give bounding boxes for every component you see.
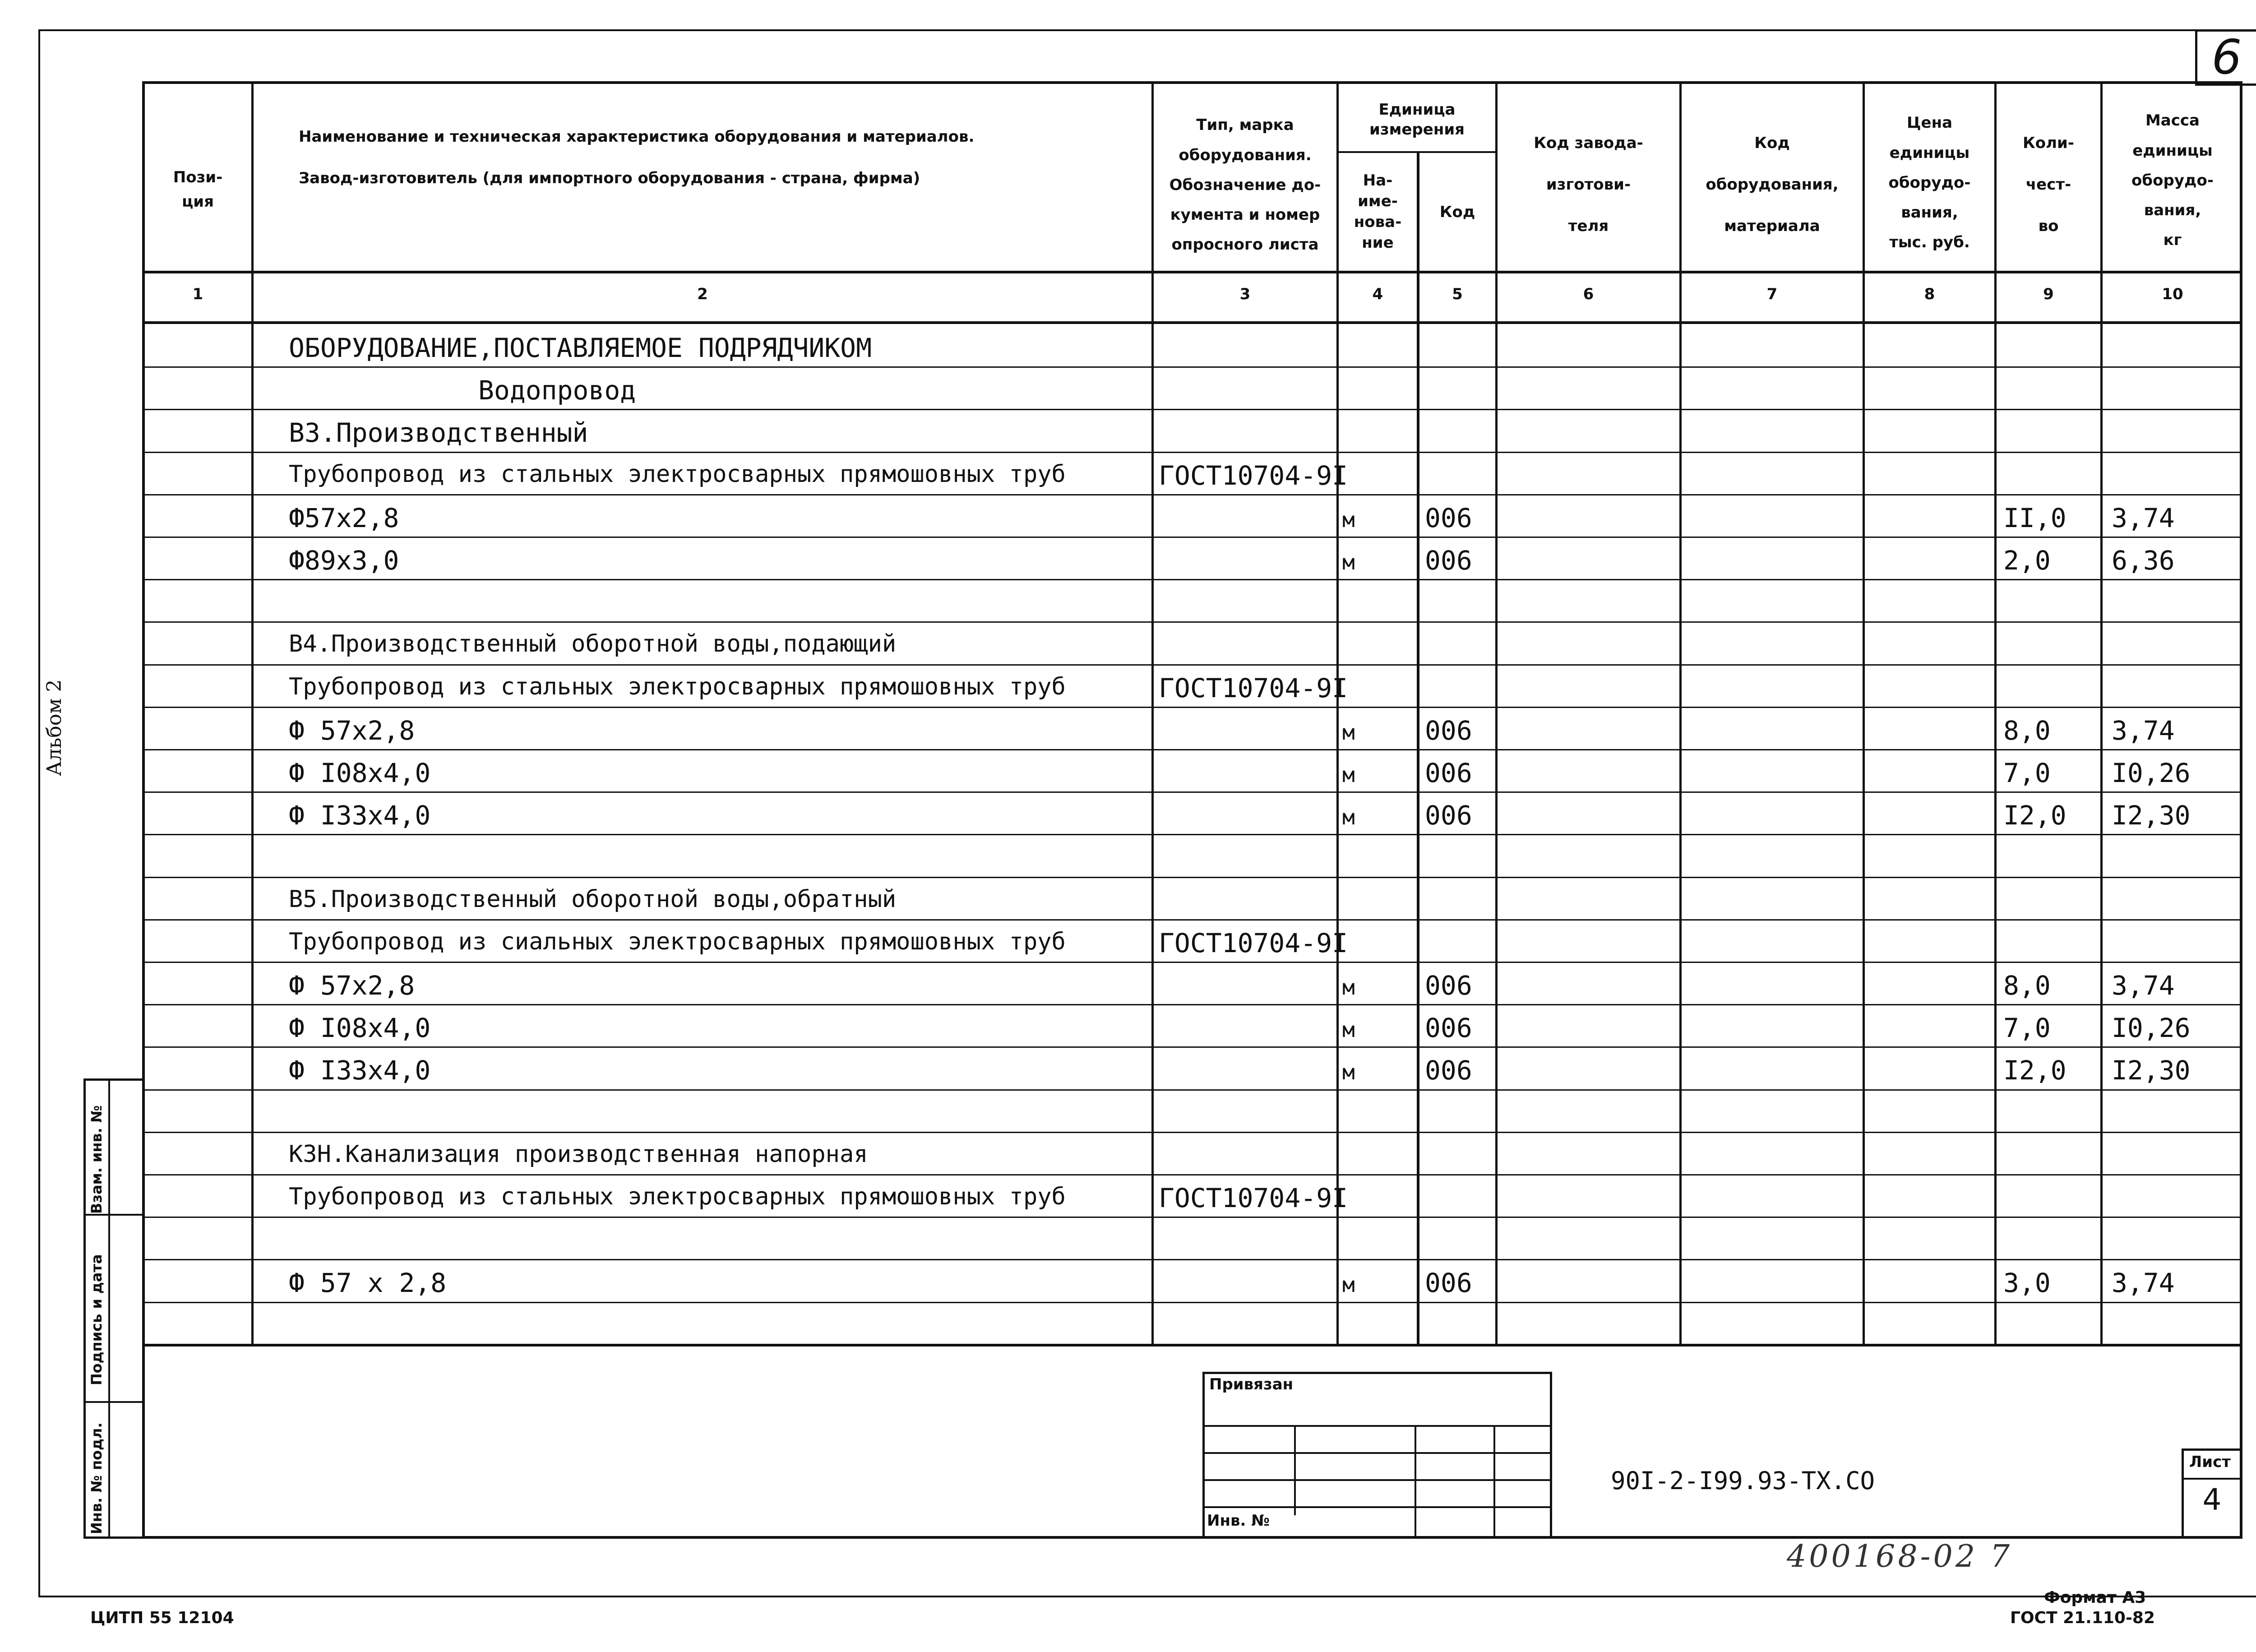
cell-name: Ф 57 х 2,8 [289,1268,447,1298]
cell-mass: I0,26 [2112,758,2191,788]
cell-doc: ГОСТ10704-9I [1159,928,1348,958]
stamp-sheet-label: Лист [2189,1453,2231,1471]
col-line-6 [1679,81,1682,1345]
cell-unit: м [1342,508,1355,532]
cell-code: 006 [1425,715,1472,746]
col-num-6: 6 [1583,285,1594,303]
cell-name: Ф89х3,0 [289,545,399,576]
row-line [142,579,2242,580]
col-line-3 [1336,81,1339,1345]
cell-code: 006 [1425,758,1472,788]
row-line [142,1004,2242,1005]
numbers-bottom-line [142,321,2242,324]
header-price: Цена единицы оборудо- вания, тыс. руб. [1888,114,1971,252]
cell-name: В4.Производственный оборотной воды,подающий [289,630,897,657]
row-line [142,1217,2242,1218]
side-sign-date: Подпись и дата [88,1254,105,1385]
col-num-7: 7 [1766,285,1778,303]
header-mass: Масса единицы оборудо- вания, кг [2131,111,2214,250]
cell-code: 006 [1425,800,1472,831]
binding-strip-line-1 [83,1214,144,1216]
header-position: Пози- ция [173,168,223,211]
row-line [142,366,2242,368]
stamp-vline-3 [1493,1425,1495,1539]
cell-qty: 8,0 [2003,715,2051,746]
cell-unit: м [1342,720,1355,745]
row-line [142,1302,2242,1303]
row-line [142,1132,2242,1133]
col-line-7 [1863,81,1865,1345]
handwritten-note: 400168-02 7 [1787,1539,2012,1574]
cell-code: 006 [1425,970,1472,1001]
cell-doc: ГОСТ10704-9I [1159,673,1348,703]
col-line-4 [1417,151,1419,1345]
side-inv-vzam: Взам. инв. № [88,1105,105,1214]
stamp-sheet-line [2182,1478,2242,1480]
cell-qty: 3,0 [2003,1268,2051,1298]
header-bottom-line [142,271,2242,273]
col-line-5 [1495,81,1498,1345]
binding-strip-line-2 [83,1401,144,1403]
col-num-2: 2 [697,285,708,303]
col-line-2 [1151,81,1154,1345]
cell-name: Трубопровод из стальных электросварных прямошовных труб [289,461,1066,488]
cell-mass: I0,26 [2112,1013,2191,1043]
stamp-vline-2 [1415,1425,1416,1539]
row-line [142,707,2242,708]
header-quantity: Коли- чест- во [2023,134,2074,235]
stamp-line-4 [1202,1506,1552,1508]
cell-qty: 8,0 [2003,970,2051,1001]
stamp-line-1 [1202,1425,1552,1427]
cell-unit: м [1342,1060,1355,1084]
header-unit-name: На- име- нова- ние [1354,171,1402,252]
row-line [142,749,2242,750]
row-line [142,1174,2242,1175]
table-body-bottom [142,1344,2242,1347]
row-line [142,877,2242,878]
row-line [142,962,2242,963]
cell-qty: 2,0 [2003,545,2051,576]
header-factory-code: Код завода- изготови- теля [1534,134,1643,235]
col-num-8: 8 [1924,285,1935,303]
row-line [142,791,2242,793]
cell-name: Ф I33х4,0 [289,1055,431,1086]
cell-code: 006 [1425,1013,1472,1043]
header-unit-group: Единица измерения [1369,100,1465,139]
col-num-1: 1 [192,285,203,303]
cell-mass: 3,74 [2112,503,2175,533]
cell-unit: м [1342,550,1355,574]
row-line [142,621,2242,623]
cell-name: Трубопровод из сиальных электросварных прямошовных труб [289,928,1066,955]
col-num-5: 5 [1452,285,1463,303]
cell-name: Водопровод [478,375,636,406]
footer-left: ЦИТП 55 12104 [90,1609,234,1627]
row-line [142,1089,2242,1091]
cell-name: ОБОРУДОВАНИЕ,ПОСТАВЛЯЕМОЕ ПОДРЯДЧИКОМ [289,333,872,363]
row-line [142,664,2242,666]
stamp-designation: 90I-2-I99.93-ТХ.СО [1611,1467,1875,1495]
cell-name: Трубопровод из стальных электросварных прямошовных труб [289,1183,1066,1210]
row-line [142,1046,2242,1048]
cell-name: В3.Производственный [289,417,588,448]
col-num-10: 10 [2162,285,2183,303]
stamp-inv-no: Инв. № [1207,1512,1270,1530]
unit-group-line [1336,151,1495,153]
cell-mass: I2,30 [2112,800,2191,831]
cell-name: Ф I08х4,0 [289,758,431,788]
col-num-4: 4 [1372,285,1383,303]
stamp-line-2 [1202,1452,1552,1454]
col-line-9 [2100,81,2103,1345]
header-type: Тип, марка оборудования. Обозначение до- кумента и номер опросного листа [1169,116,1321,254]
cell-mass: I2,30 [2112,1055,2191,1086]
row-line [142,1259,2242,1260]
row-line [142,452,2242,453]
row-line [142,834,2242,835]
cell-name: Ф 57х2,8 [289,970,415,1001]
cell-name: В5.Производственный оборотной воды,обратный [289,886,897,913]
cell-doc: ГОСТ10704-9I [1159,1183,1348,1213]
cell-mass: 6,36 [2112,545,2175,576]
cell-unit: м [1342,763,1355,787]
row-line [142,494,2242,495]
cell-qty: I2,0 [2003,1055,2066,1086]
cell-name: К3Н.Канализация производственная напорная [289,1141,868,1168]
cell-qty: 7,0 [2003,1013,2051,1043]
header-equipment-code: Код оборудования, материала [1706,134,1839,235]
cell-name: Ф 57х2,8 [289,715,415,746]
row-line [142,919,2242,921]
cell-name: Трубопровод из стальных электросварных прямошовных труб [289,673,1066,700]
cell-mass: 3,74 [2112,1268,2175,1298]
cell-code: 006 [1425,503,1472,533]
cell-mass: 3,74 [2112,715,2175,746]
col-line-1 [251,81,254,1345]
cell-code: 006 [1425,1055,1472,1086]
footer-format: Формат А3 [2044,1588,2146,1607]
cell-code: 006 [1425,1268,1472,1298]
stamp-vline-1 [1294,1425,1296,1515]
cell-name: Ф I33х4,0 [289,800,431,831]
row-line [142,537,2242,538]
side-inv-podl: Инв. № подл. [88,1422,105,1534]
cell-qty: 7,0 [2003,758,2051,788]
corner-number: 6 [2211,30,2242,85]
stamp-line-3 [1202,1479,1552,1481]
cell-unit: м [1342,1273,1355,1297]
cell-mass: 3,74 [2112,970,2175,1001]
cell-qty: I2,0 [2003,800,2066,831]
col-line-8 [1994,81,1997,1345]
col-num-3: 3 [1239,285,1251,303]
stamp-sheet-no: 4 [2202,1482,2222,1517]
row-line [142,409,2242,410]
cell-qty: II,0 [2003,503,2066,533]
binding-strip-divider [108,1078,110,1539]
col-num-9: 9 [2043,285,2054,303]
header-name: Наименование и техническая характеристика оборудования и материалов. Завод-изготовитель (для импортного оборудования - страна, фирма) [299,128,975,187]
cell-unit: м [1342,805,1355,829]
footer-gost: ГОСТ 21.110-82 [2010,1609,2155,1627]
side-album: Альбом 2 [43,679,66,776]
cell-unit: м [1342,1018,1355,1042]
cell-doc: ГОСТ10704-9I [1159,460,1348,491]
stamp-privyazan: Привязан [1209,1375,1294,1393]
cell-unit: м [1342,975,1355,1000]
cell-name: Ф57х2,8 [289,503,399,533]
cell-code: 006 [1425,545,1472,576]
header-unit-code: Код [1439,203,1475,221]
cell-name: Ф I08х4,0 [289,1013,431,1043]
